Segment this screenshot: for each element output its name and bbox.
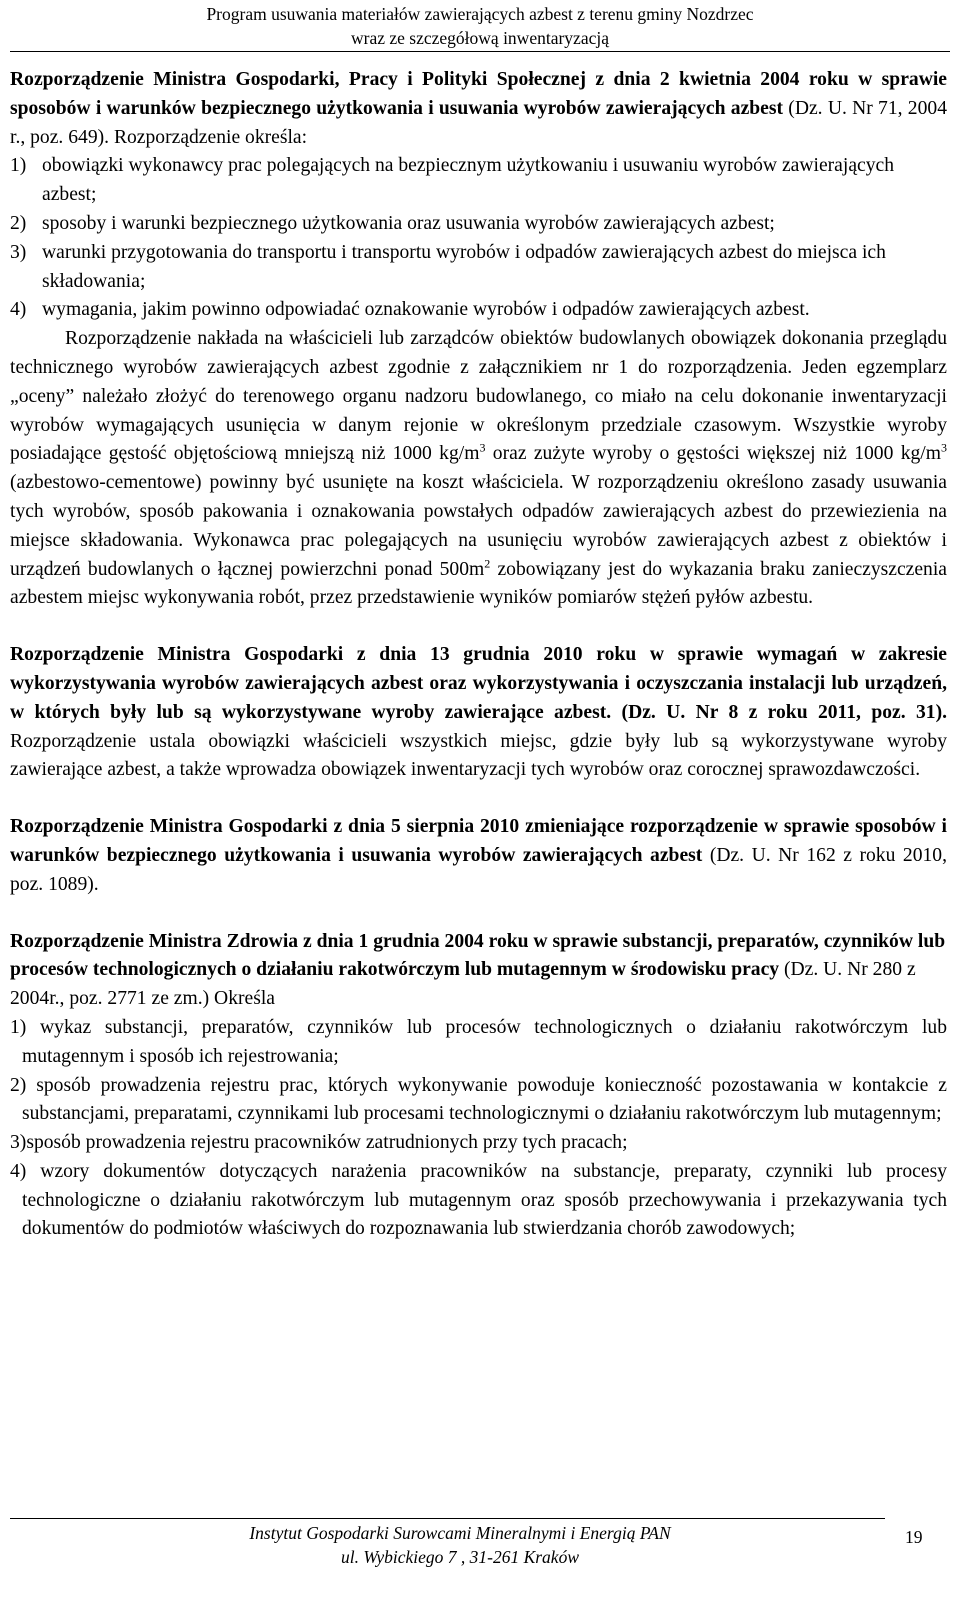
list-number: 1) [10,155,27,177]
footer-line-1: Instytut Gospodarki Surowcami Mineralnymi i Energią PAN [249,1523,671,1543]
list-number: 2) [10,212,27,234]
list-number: 1) [10,1016,27,1038]
list-text: warunki przygotowania do transportu i transportu wyrobów i odpadów zawierających azbest do miejsca ich składowania; [42,241,886,292]
footer-divider [10,1518,885,1519]
list-item [10,1072,947,1130]
header-line-2: wraz ze szczegółową inwentaryzacją [351,28,609,48]
page-number: 19 [905,1527,923,1547]
section-3-title: Rozporządzenie Ministra Gospodarki z dnia 5 sierpnia 2010 zmieniające rozporządzenie w sprawie sposobów i warunków bezpiecznego użytkowania i usuwania wyrobów zawierających azbest [10,816,947,866]
section-4-list [10,1014,947,1244]
list-item [10,1158,947,1244]
list-item [10,296,947,325]
list-number: 3) [10,241,27,263]
spacer [10,900,947,928]
section-4-heading [10,928,947,1014]
section-2-paragraph [10,641,947,785]
footer-line-2: ul. Wybickiego 7 , 31-261 Kraków [340,1547,579,1567]
spacer [10,785,947,813]
list-text: sposób prowadzenia rejestru prac, których wykonywanie powoduje konieczność pozostawania w kontakcie z substancjami, preparatami, czynnikami lub procesami technologicznymi o działaniu rakotwórczym lub mutagennym; [22,1074,947,1125]
list-item [10,210,947,239]
section-1-heading [10,66,947,152]
list-text: wykaz substancji, preparatów, czynników lub procesów technologicznych o działaniu rakotwórczym lub mutagennym i sposób ich rejestrowania; [22,1016,947,1067]
section-4-ref: (Dz. U. Nr 280 z 2004r., poz. 2771 ze zm.) Określa [10,959,916,1010]
list-text: obowiązki wykonawcy prac polegających na bezpiecznym użytkowaniu i usuwaniu wyrobów zawierających azbest; [42,155,895,206]
section-4-title: Rozporządzenie Ministra Zdrowia z dnia 1 grudnia 2004 roku w sprawie substancji, preparatów, czynników lub procesów technologicznych o działaniu rakotwórczym lub mutagennym w środowisku pracy [10,930,946,981]
running-footer [110,1521,810,1569]
list-item [10,1014,947,1072]
body-text: (azbestowo-cementowe) powinny być usunięte na koszt właściciela. W rozporządzeniu określono zasady usuwania tych wyrobów, sposób pakowania i oznakowania powstałych odpadów zawierających azbest do przewiezienia na miejsce składowania. Wykonawca prac polegających na usunięciu wyrobów zawierających azbest z obiektów i urządzeń budowlanych o łącznej powierzchni ponad 500m [10,472,947,580]
section-1-title: Rozporządzenie Ministra Gospodarki, Pracy i Polityki Społecznej z dnia 2 kwietnia 2004 roku w sprawie sposobów i warunków bezpiecznego użytkowania i usuwania wyrobów zawierających azbest [10,69,947,119]
body-text: zobowiązany jest do wykazania braku zanieczyszczenia azbestem miejsc wykonywania robót, przez przedstawienie wyników pomiarów stężeń pyłów azbestu. [10,558,947,609]
list-number: 4) [10,299,27,321]
section-3-paragraph [10,813,947,899]
superscript: 3 [479,440,486,455]
list-text: wzory dokumentów dotyczących narażenia pracowników na substancje, preparaty, czynniki lub procesy technologiczne o działaniu rakotwórczym lub mutagennym oraz sposób przechowywania i przekazywania tych dokumentów do podmiotów właściwych do rozpoznawania lub stwierdzania chorób zawodowych; [22,1160,947,1240]
section-2-text: Rozporządzenie ustala obowiązki właścicieli wszystkich miejsc, gdzie były lub są wykorzystywane wyroby zawierające azbest, a także wprowadza obowiązek inwentaryzacji tych wyrobów oraz corocznej sprawozdawczości. [10,730,947,781]
superscript: 2 [484,556,491,571]
body-text: Rozporządzenie nakłada na właścicieli lub zarządców obiektów budowlanych obowiązek dokonania przeglądu technicznego wyrobów zawierających azbest zgodnie z załącznikiem nr 1 do rozporządzenia. Jeden egzemplarz „oceny” należało złożyć do terenowego organu nadzoru budowlanego, co miało na celu dokonanie inwentaryzacji wyrobów wymagających usunięcia w danym rejonie w określonym przedziale czasowym. Wszystkie wyroby posiadające gęstość objętościową mniejszą niż 1000 kg/m [10,328,947,465]
list-text: wymagania, jakim powinno odpowiadać oznakowanie wyrobów i odpadów zawierających azbest. [42,299,810,321]
section-1-list [10,152,947,325]
body-text: oraz zużyte wyroby o gęstości większej niż 1000 kg/m [485,443,941,465]
list-text: sposoby i warunki bezpiecznego użytkowania oraz usuwania wyrobów zawierających azbest; [42,212,775,234]
section-2-title: Rozporządzenie Ministra Gospodarki z dnia 13 grudnia 2010 roku w sprawie wymagań w zakresie wykorzystywania wyrobów zawierających azbest oraz wykorzystywania i oczyszczania instalacji lub urządzeń, w których były lub są wykorzystywane wyroby zawierające azbest. (Dz. U. Nr 8 z roku 2011, poz. 31). [10,644,947,723]
list-text: sposób prowadzenia rejestru pracowników zatrudnionych przy tych pracach; [26,1132,628,1154]
spacer [10,613,947,641]
list-number: 2) [10,1074,27,1096]
list-number: 4) [10,1160,27,1182]
list-item [10,239,947,297]
list-number: 3) [10,1132,27,1154]
header-line-1: Program usuwania materiałów zawierających azbest z terenu gminy Nozdrzec [206,4,754,24]
superscript: 3 [941,440,947,455]
section-1-body [10,325,947,613]
main-content [10,66,947,1244]
header-divider [10,51,950,52]
section-1-ref: (Dz. U. Nr 71, 2004 r., poz. 649). Rozporządzenie określa: [10,97,947,148]
list-item [10,1129,947,1158]
running-header [0,2,960,50]
section-3-ref: (Dz. U. Nr 162 z roku 2010, poz. 1089). [10,844,947,895]
list-item [10,152,947,210]
